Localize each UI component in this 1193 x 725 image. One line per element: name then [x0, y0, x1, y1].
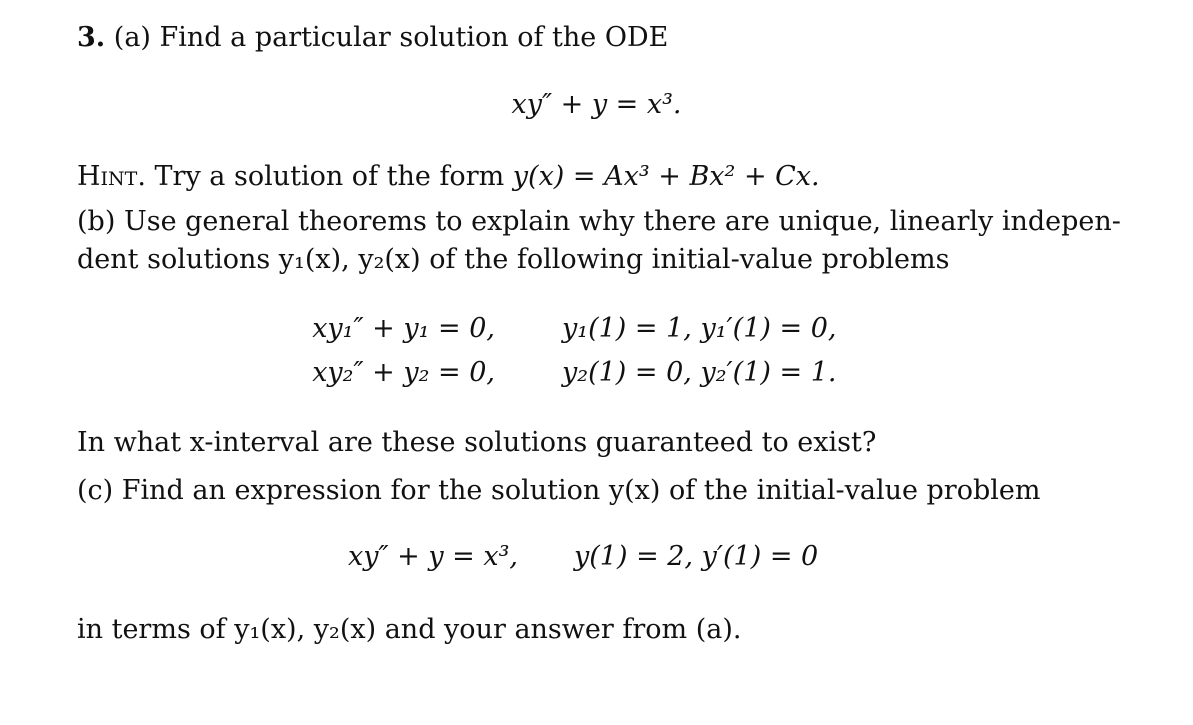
- part-b-label: (b): [77, 206, 116, 237]
- ivp2-equation: xy₂″ + y₂ = 0,: [312, 357, 495, 388]
- hint-line: [77, 160, 1153, 194]
- part-b-line1: [77, 205, 1153, 239]
- part-c-closing: in terms of y₁(x), y₂(x) and your answer from (a).: [77, 614, 742, 645]
- ivp1-conditions: y₁(1) = 1, y₁′(1) = 0,: [562, 313, 837, 344]
- part-c-line: [77, 474, 1153, 508]
- interval-question: In what x-interval are these solutions guaranteed to exist?: [77, 427, 877, 458]
- part-c-label: (c): [77, 475, 114, 506]
- ivp2-conditions: y₂(1) = 0, y₂′(1) = 1.: [562, 357, 837, 388]
- hint-form: y(x) = Ax³ + Bx² + Cx.: [512, 161, 820, 192]
- part-c-text: Find an expression for the solution y(x) of the initial-value problem: [121, 475, 1041, 506]
- part-c-conditions: y(1) = 2, y′(1) = 0: [574, 541, 819, 572]
- problem-heading: [77, 21, 1153, 55]
- ivp1-equation: xy₁″ + y₁ = 0,: [312, 313, 495, 344]
- part-a-text: Find a particular solution of the ODE: [159, 22, 669, 53]
- problem-number: 3.: [77, 22, 106, 53]
- part-b-line2: dent solutions y₁(x), y₂(x) of the following initial-value problems: [77, 244, 950, 275]
- hint-label: Hint.: [77, 161, 146, 192]
- part-b-text1: Use general theorems to explain why there are unique, linearly indepen-: [123, 206, 1121, 237]
- part-a-label: (a): [113, 22, 151, 53]
- part-a-equation: xy″ + y = x³.: [511, 89, 682, 120]
- hint-text: Try a solution of the form: [154, 161, 505, 192]
- part-c-equation: xy″ + y = x³,: [347, 541, 518, 572]
